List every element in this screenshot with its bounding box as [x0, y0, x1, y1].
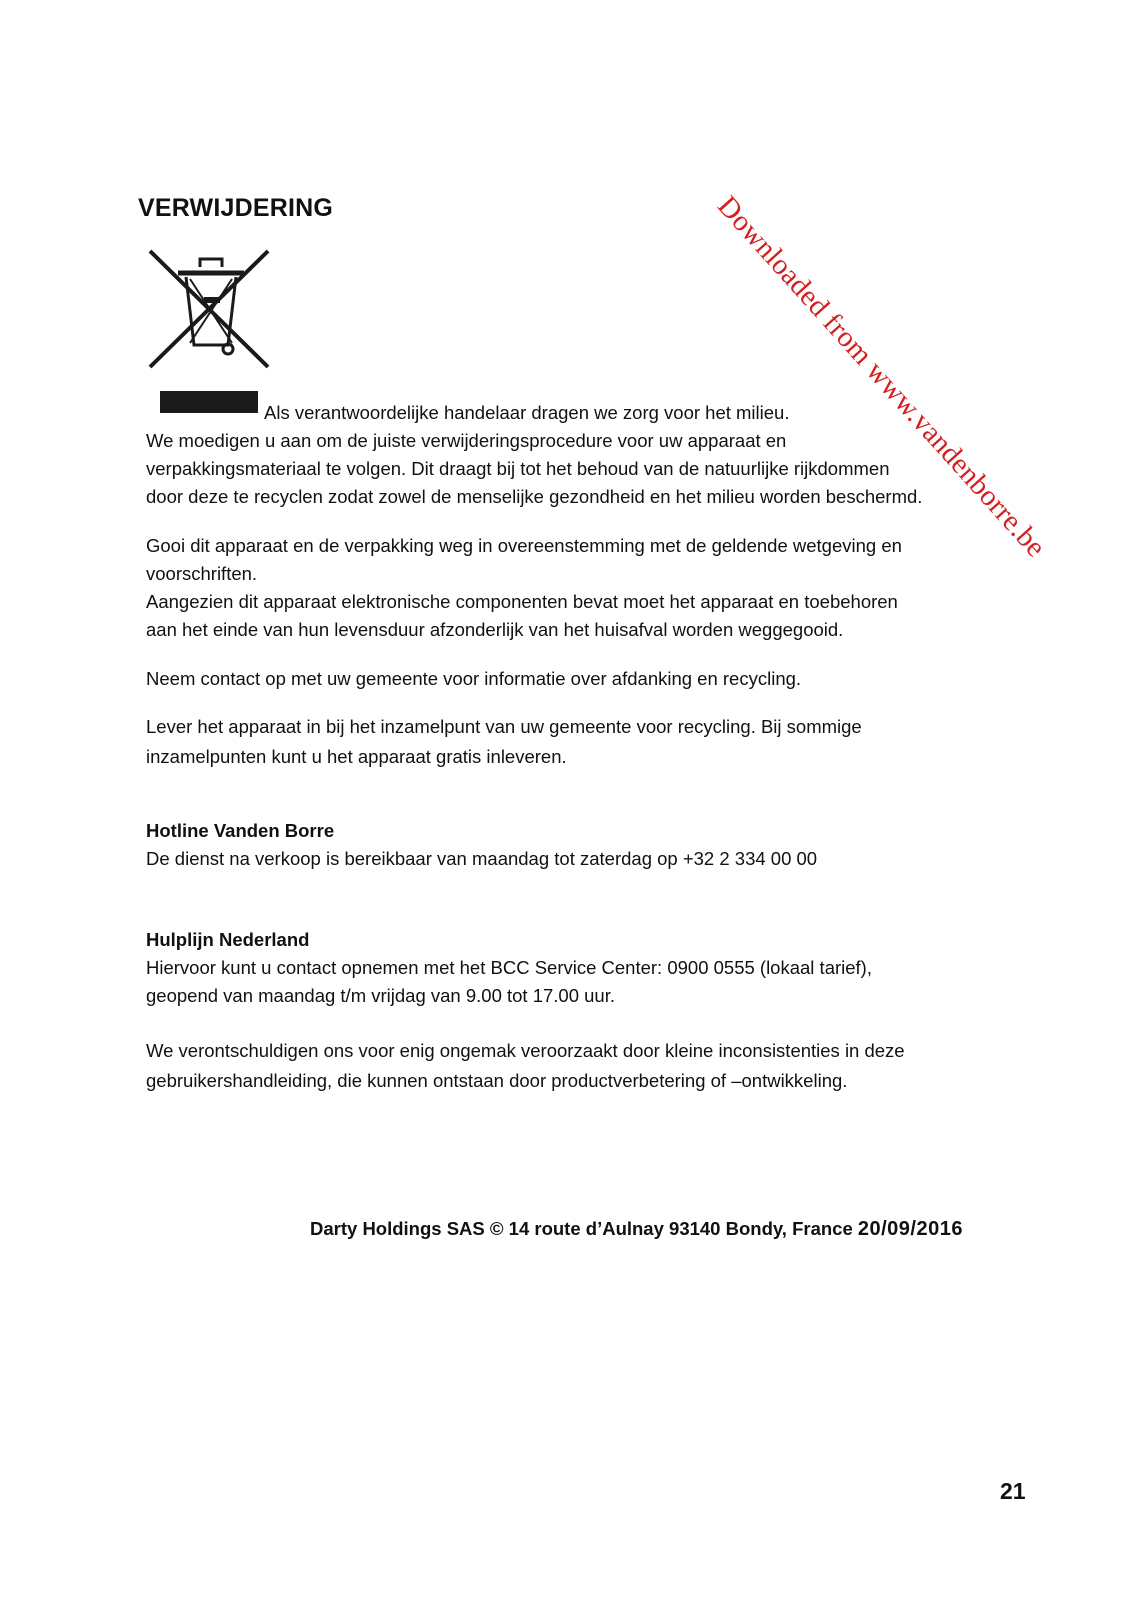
hotline-vanden-borre-text: De dienst na verkoop is bereikbaar van maandag tot zaterdag op +32 2 334 00 00 — [146, 848, 818, 869]
footer-imprint — [310, 1218, 963, 1241]
disposal-line: Aangezien dit apparaat elektronische componenten bevat moet het apparaat en toebehoren — [146, 591, 898, 612]
intro-first-line: Als verantwoordelijke handelaar dragen we zorg voor het milieu. — [264, 402, 790, 423]
collection-point-paragraph — [146, 713, 1046, 771]
apology-paragraph — [146, 1037, 1046, 1095]
intro-line: door deze te recyclen zodat zowel de menselijke gezondheid en het milieu worden beschermd. — [146, 486, 923, 507]
footer-company: Darty Holdings SAS © 14 route d’Aulnay 93140 Bondy, France — [310, 1218, 853, 1239]
black-bar — [160, 391, 258, 413]
page-heading: VERWIJDERING — [138, 194, 334, 222]
hotline-vanden-borre-title: Hotline Vanden Borre — [146, 820, 335, 841]
intro-paragraph — [146, 427, 1046, 511]
watermark-text: Downloaded from www.vandenborre.be — [711, 190, 1052, 564]
hulplijn-nederland-line: Hiervoor kunt u contact opnemen met het BCC Service Center: 0900 0555 (lokaal tarief), — [146, 957, 872, 978]
page-number: 21 — [1000, 1478, 1026, 1504]
disposal-line: aan het einde van hun levensduur afzonderlijk van het huisafval worden weggegooid. — [146, 619, 844, 640]
crossed-out-wheelie-bin-icon — [148, 249, 270, 371]
apology-line: gebruikershandleiding, die kunnen ontstaan door productverbetering of –ontwikkeling. — [146, 1070, 848, 1091]
hulplijn-nederland-title: Hulplijn Nederland — [146, 929, 310, 950]
collection-line: Lever het apparaat in bij het inzamelpunt van uw gemeente voor recycling. Bij sommige — [146, 716, 862, 737]
intro-line: We moedigen u aan om de juiste verwijderingsprocedure voor uw apparaat en — [146, 430, 787, 451]
hulplijn-nederland-line: geopend van maandag t/m vrijdag van 9.00 tot 17.00 uur. — [146, 985, 615, 1006]
disposal-line: Gooi dit apparaat en de verpakking weg in overeenstemming met de geldende wetgeving en — [146, 535, 902, 556]
disposal-paragraph — [146, 532, 1046, 644]
hulplijn-nederland — [146, 926, 1046, 1010]
intro-line: verpakkingsmateriaal te volgen. Dit draagt bij tot het behoud van de natuurlijke rijkdommen — [146, 458, 890, 479]
hotline-vanden-borre — [146, 817, 1046, 873]
disposal-line: voorschriften. — [146, 563, 258, 584]
municipality-paragraph: Neem contact op met uw gemeente voor informatie over afdanking en recycling. — [146, 668, 802, 689]
collection-line: inzamelpunten kunt u het apparaat gratis inleveren. — [146, 746, 567, 767]
apology-line: We verontschuldigen ons voor enig ongemak veroorzaakt door kleine inconsistenties in deze — [146, 1040, 905, 1061]
footer-date: 20/09/2016 — [857, 1218, 963, 1240]
